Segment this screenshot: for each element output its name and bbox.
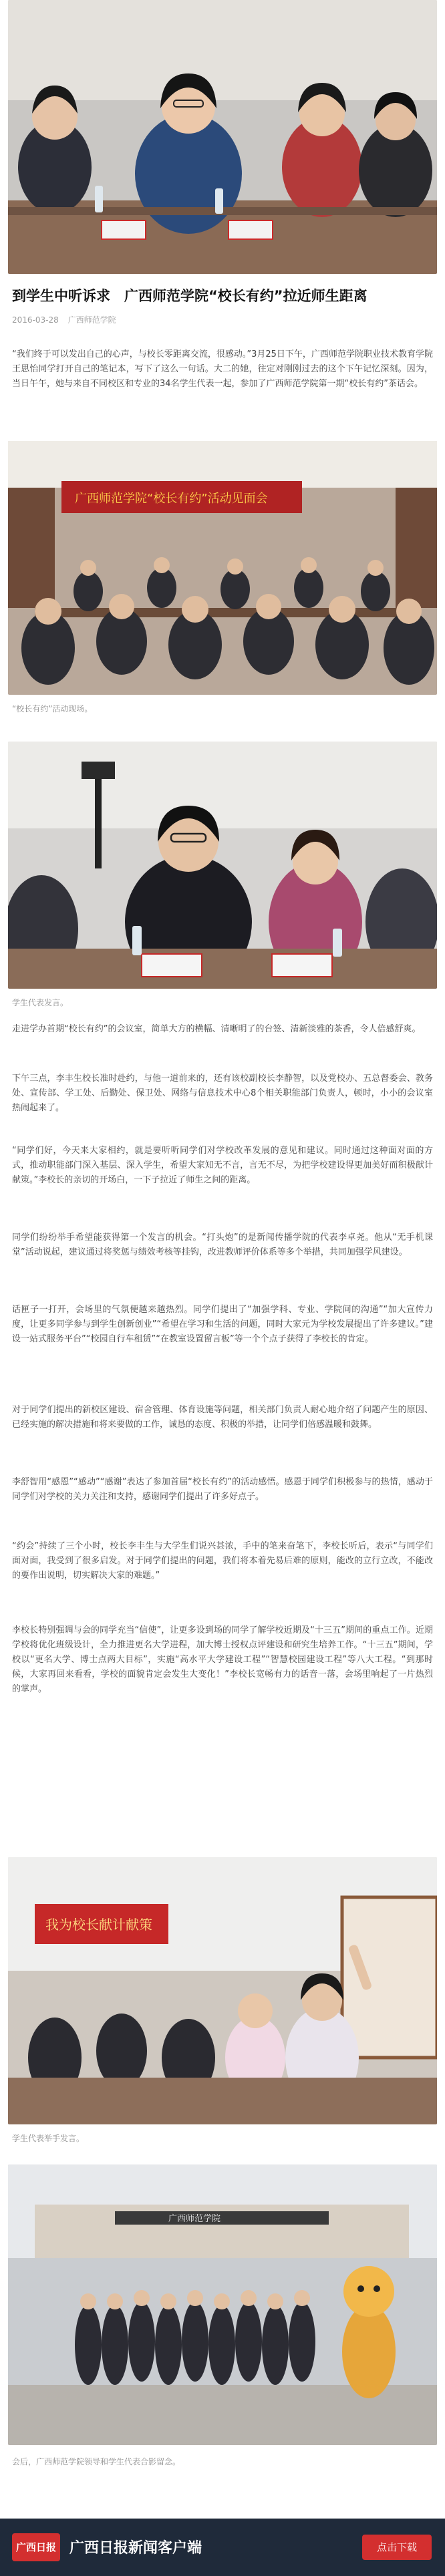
article-date: 2016-03-28 bbox=[12, 315, 59, 325]
article-source: 广西师范学院 bbox=[67, 315, 116, 325]
paragraph-2: 走进学办首期“校长有约”的会议室，简单大方的横幅、清晰明了的台签、清新淡雅的茶香，令人倍感舒爽。 bbox=[12, 1024, 421, 1034]
photo-2-caption: “校长有约”活动现场。 bbox=[12, 704, 93, 713]
article-photo-3 bbox=[8, 742, 437, 989]
photo-4-banner: 我为校长献计献策 bbox=[45, 1917, 152, 1933]
download-button[interactable]: 点击下载 bbox=[362, 2535, 432, 2560]
paragraph-6: 话匣子一打开，会场里的气氛便越来越热烈。同学们提出了“加强学科、专业、学院间的沟通”“加大宣传力度，让更多同学参与到学生创新创业”“希望在学习和生活的问题，同时大家元为学校发展提出了许多建议。”建设一站式服务平台”“校园自行车租赁”“在教室设置留言板”等一个个点子获得了李校长的肯定。 bbox=[12, 1305, 433, 1344]
article-meta bbox=[12, 314, 123, 325]
paragraph-7: 对于同学们提出的新校区建设、宿舍管理、体育设施等问题，相关部门负责人耐心地介绍了问题产生的原因、已经实施的解决措施和将来要做的工作，诚恳的态度、积极的举措，让同学们倍感温暖和鼓舞。 bbox=[12, 1405, 433, 1430]
photo-5-building-sign: 广西师范学院 bbox=[168, 2214, 221, 2224]
photo-5-caption: 会后，广西师范学院领导和学生代表合影留念。 bbox=[12, 2457, 181, 2466]
photo-2-banner: 广西师范学院“校长有约”活动见面会 bbox=[75, 492, 268, 506]
photo-3-caption: 学生代表发言。 bbox=[12, 998, 69, 1007]
paragraph-3: 下午三点，李丰生校长准时赴约，与他一道前来的，还有该校副校长李静智，以及党校办、五总督委会、教务处、宣传部、学工处、后勤处、保卫处、网络与信息技术中心8个相关职能部门负责人，顿时，小小的会议室热闹起来了。 bbox=[12, 1074, 433, 1113]
paragraph-8: 李舒智用“感恩”“感动”“感谢”表达了参加首届“校长有约”的活动感悟。感恩于同学们积极参与的热情，感动于同学们对学校的关力关注和支持，感谢同学们提出了许多好点子。 bbox=[12, 1477, 433, 1502]
photo-4-caption: 学生代表举手发言。 bbox=[12, 2134, 85, 2143]
paragraph-1: “我们终于可以发出自己的心声，与校长零距离交流，很感动。”3月25日下午，广西师范学院职业技术教育学院王思怡同学打开自己的笔记本，写下了这么一句话。大二的她，往定对刚刚过去的这个下午记忆深刻。因为，当日午午，她与来自不同校区和专业的34名学生代表一起，参加了广西师范学院第一期“校长有约”茶话会。 bbox=[12, 349, 433, 389]
article-photo-2 bbox=[8, 441, 437, 695]
article-photo-4 bbox=[8, 1857, 437, 2124]
paragraph-9: “约会”持续了三个小时，校长李丰生与大学生们说兴甚浓，手中的笔来奋笔下，李校长听后，表示“与同学们面对面，我受到了很多启发。对于同学们提出的问题，我们将本着先易后难的原则，能改的立行立改，不能改的要作出说明，切实解决大家的难题。” bbox=[12, 1541, 433, 1581]
article-headline: 到学生中听诉求 广西师范学院“校长有约”拉近师生距离 bbox=[12, 288, 367, 304]
article-photo-1 bbox=[8, 0, 437, 274]
guangxi-daily-logo: 广西日报 bbox=[12, 2533, 60, 2561]
paragraph-4: “同学们好，今天来大家相约，就是要听听同学们对学校改革发展的意见和建议。同时通过这种面对面的方式，推动职能部门深入基层、深入学生，希望大家知无不言，言无不尽，为把学校建设得更加美好而积极献计献策。”李校长的亲切的开场白，一下子拉近了师生之间的距离。 bbox=[12, 1146, 433, 1185]
article-photo-5 bbox=[8, 2164, 437, 2445]
app-download-bar[interactable] bbox=[0, 2519, 445, 2576]
paragraph-10: 李校长特别强调与会的同学充当“信使”，让更多设到场的同学了解学校近期及“十三五”期间的重点工作。近期学校将优化班级设计，全力推进更名大学进程，加大博士授权点评建设和研究生培养工作。“十三五”期间，学校以“更名大学、博士点两大目标”，实施“高水平大学建设工程”“智慧校园建设工程”等八大工程。“到那时候，大家再回来看看，学校的面貌肯定会发生大变化！”李校长宽畅有力的话音一落，会场里响起了一片热烈的掌声。 bbox=[12, 1625, 433, 1694]
paragraph-5: 同学们纷纷举手希望能获得第一个发言的机会。“打头炮”的是新闻传播学院的代表李卓尧。他从“无手机课堂”活动说起，建议通过将奖惩与绩效考核等挂钩，改进教师评价体系等多个举措，共同加强学风建设。 bbox=[12, 1233, 433, 1257]
app-bar-title: 广西日报新闻客户端 bbox=[69, 2540, 202, 2557]
